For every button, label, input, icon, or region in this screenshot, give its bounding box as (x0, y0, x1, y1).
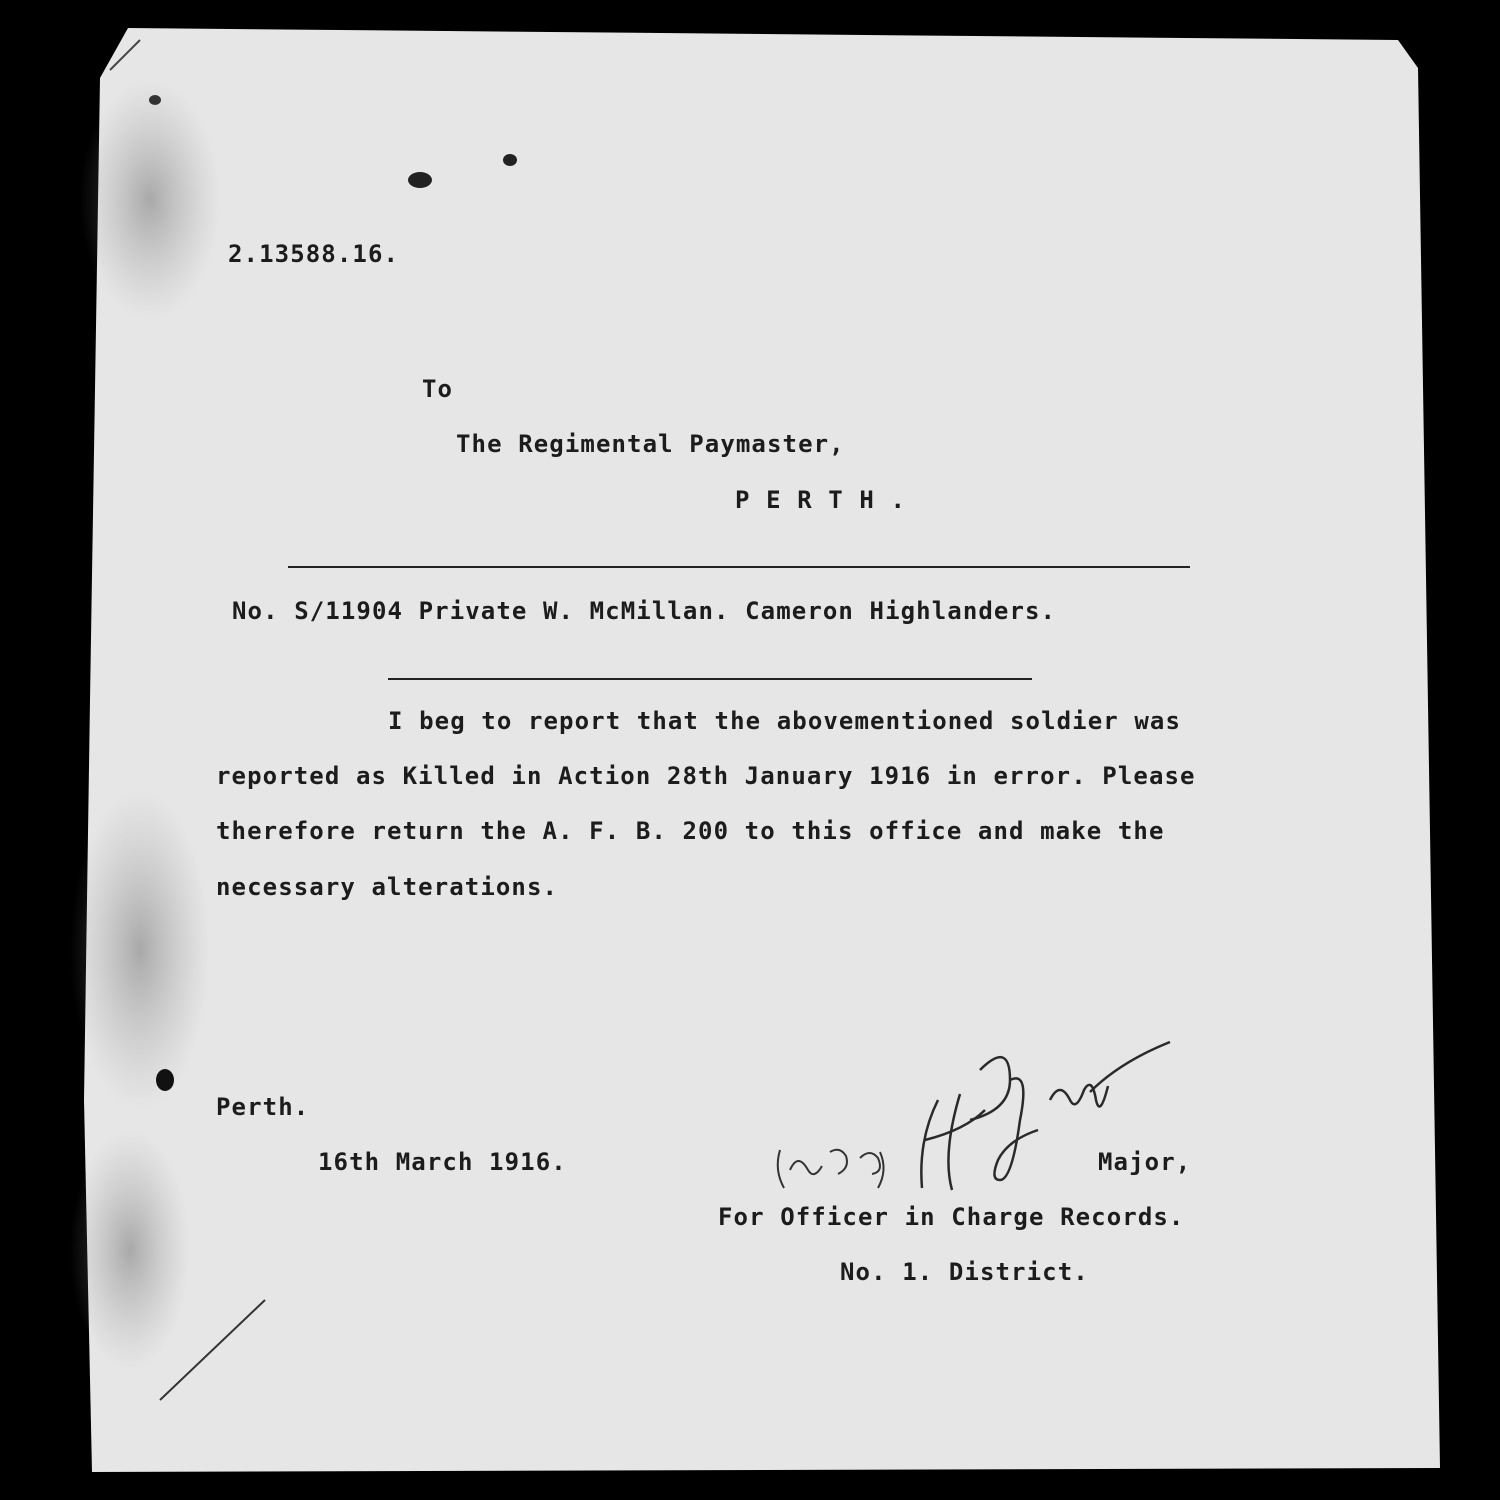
recipient-location: P E R T H . (735, 486, 907, 514)
body-line-1: I beg to report that the abovementioned soldier was (388, 707, 1182, 735)
rank: Major, (1098, 1148, 1192, 1176)
subject-rule-top (288, 566, 1190, 568)
subject-line: No. S/11904 Private W. McMillan. Cameron Highlanders. (232, 597, 1057, 625)
subject-rule-bottom (388, 678, 1032, 680)
place: Perth. (216, 1093, 310, 1121)
handwritten-signature (760, 1040, 1180, 1210)
recipient: The Regimental Paymaster, (456, 430, 845, 458)
signatory-district: No. 1. District. (840, 1258, 1089, 1286)
date: 16th March 1916. (318, 1148, 567, 1176)
body-line-3: therefore return the A. F. B. 200 to this office and make the (216, 817, 1165, 845)
salutation: To (422, 375, 454, 403)
body-line-2: reported as Killed in Action 28th January 1916 in error. Please (216, 762, 1196, 790)
reference-number: 2.13588.16. (228, 240, 400, 268)
body-line-4: necessary alterations. (216, 873, 559, 901)
signatory-office: For Officer in Charge Records. (718, 1203, 1185, 1231)
